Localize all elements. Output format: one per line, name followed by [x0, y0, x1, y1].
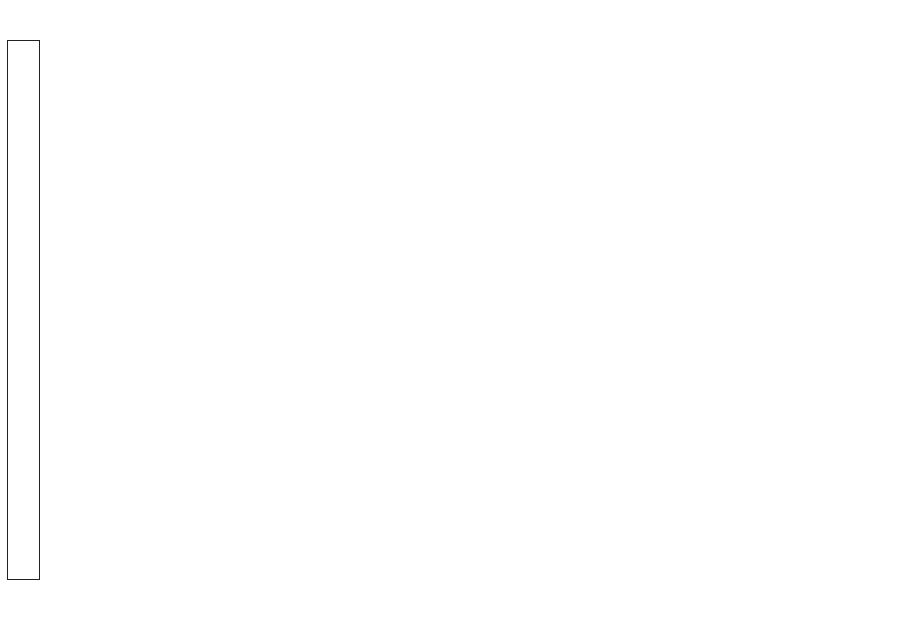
- land-plot-table: [162, 40, 883, 580]
- row-number-column: [7, 40, 40, 580]
